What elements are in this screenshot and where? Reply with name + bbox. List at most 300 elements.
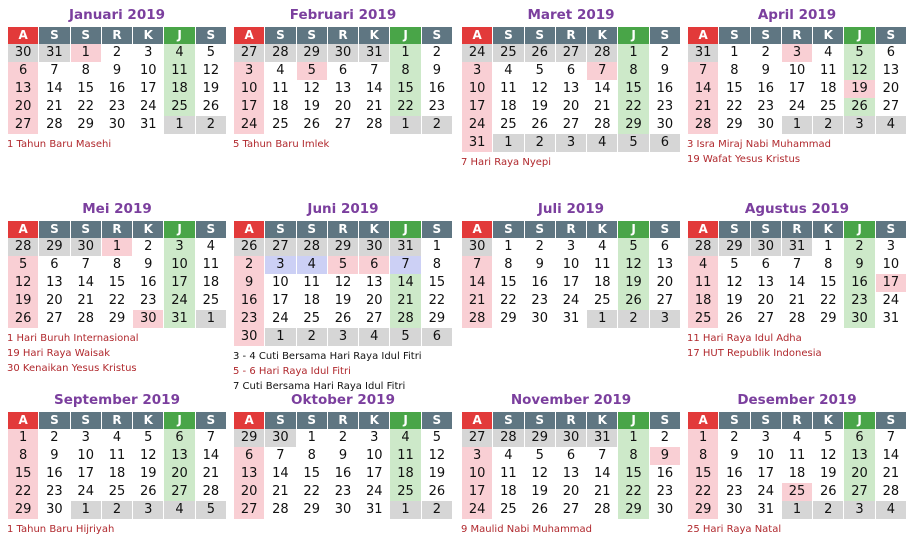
day-cell: 19: [422, 465, 452, 483]
adjacent-month-day-cell: 28: [688, 238, 718, 256]
month-title: Februari 2019: [289, 7, 397, 23]
adjacent-month-day-cell: 3: [844, 116, 874, 134]
month-11: [461, 388, 681, 537]
day-cell: 28: [265, 501, 295, 519]
weekday-header: S: [719, 27, 749, 44]
day-cell: 14: [39, 80, 69, 98]
day-cell: 17: [133, 80, 163, 98]
day-cell: 24: [164, 292, 194, 310]
day-cell: 14: [71, 274, 101, 292]
day-cell: 15: [813, 274, 843, 292]
adjacent-month-day-cell: 4: [876, 501, 906, 519]
adjacent-month-day-cell: 28: [587, 44, 617, 62]
month-grid: [233, 221, 453, 346]
day-cell: 11: [164, 62, 194, 80]
day-cell: 2: [422, 44, 452, 62]
day-cell: 27: [751, 310, 781, 328]
day-cell: 30: [102, 116, 132, 134]
adjacent-month-day-cell: 2: [813, 116, 843, 134]
weekday-header: S: [422, 221, 452, 238]
day-cell: 1: [297, 429, 327, 447]
day-cell: 25: [164, 98, 194, 116]
holiday-notes: [7, 522, 227, 537]
weekday-header: S: [525, 221, 555, 238]
day-cell: 3: [133, 44, 163, 62]
day-cell: 23: [650, 483, 680, 501]
day-cell: 8: [813, 256, 843, 274]
day-cell: 10: [462, 80, 492, 98]
holiday-notes: [687, 331, 907, 361]
day-cell: 16: [650, 80, 680, 98]
day-cell: 8: [618, 62, 648, 80]
adjacent-month-day-cell: 24: [462, 44, 492, 62]
adjacent-month-day-cell: 30: [8, 44, 38, 62]
day-cell: 1: [390, 44, 420, 62]
weekday-header: R: [102, 412, 132, 429]
weekday-header: S: [39, 412, 69, 429]
day-cell: 29: [618, 116, 648, 134]
day-cell: 7: [196, 429, 226, 447]
weekday-header: J: [390, 27, 420, 44]
month-grid: [461, 412, 681, 519]
day-cell: 22: [813, 292, 843, 310]
day-cell: 16: [422, 80, 452, 98]
day-cell: 22: [618, 98, 648, 116]
holiday-note: 19 Wafat Yesus Kristus: [687, 154, 801, 165]
weekday-header: S: [493, 221, 523, 238]
day-cell: 13: [164, 447, 194, 465]
day-cell: 14: [196, 447, 226, 465]
day-cell: 9: [234, 274, 264, 292]
adjacent-month-day-cell: 30: [462, 238, 492, 256]
day-cell: 20: [164, 465, 194, 483]
day-cell: 16: [133, 274, 163, 292]
weekday-header: S: [71, 412, 101, 429]
weekday-header: K: [359, 412, 389, 429]
day-cell: 10: [782, 62, 812, 80]
day-cell: 7: [587, 62, 617, 80]
day-cell: 13: [751, 274, 781, 292]
day-cell: 20: [8, 98, 38, 116]
day-cell: 11: [265, 80, 295, 98]
day-cell: 11: [688, 274, 718, 292]
month-9: [7, 388, 227, 537]
day-cell: 31: [133, 116, 163, 134]
day-cell: 20: [359, 292, 389, 310]
day-cell: 12: [328, 274, 358, 292]
day-cell: 1: [618, 429, 648, 447]
day-cell: 14: [587, 80, 617, 98]
weekday-header: J: [844, 221, 874, 238]
day-cell: 10: [876, 256, 906, 274]
day-cell: 11: [297, 274, 327, 292]
day-cell: 28: [587, 116, 617, 134]
day-cell: 19: [618, 274, 648, 292]
month-title: Januari 2019: [68, 7, 166, 23]
adjacent-month-day-cell: 3: [844, 501, 874, 519]
adjacent-month-day-cell: 31: [390, 238, 420, 256]
holiday-note: 5 Tahun Baru Imlek: [233, 139, 330, 150]
day-cell: 25: [782, 483, 812, 501]
weekday-header: J: [164, 221, 194, 238]
day-cell: 7: [688, 62, 718, 80]
adjacent-month-day-cell: 1: [782, 116, 812, 134]
day-cell: 23: [102, 98, 132, 116]
day-cell: 7: [39, 62, 69, 80]
day-cell: 21: [39, 98, 69, 116]
day-cell: 31: [359, 501, 389, 519]
weekday-header: S: [525, 27, 555, 44]
day-cell: 21: [587, 483, 617, 501]
day-cell: 7: [265, 447, 295, 465]
day-cell: 9: [751, 62, 781, 80]
day-cell: 2: [133, 238, 163, 256]
day-cell: 25: [196, 292, 226, 310]
weekday-header: S: [265, 412, 295, 429]
day-cell: 2: [844, 238, 874, 256]
day-cell: 4: [813, 44, 843, 62]
day-cell: 4: [164, 44, 194, 62]
day-cell: 28: [876, 483, 906, 501]
day-cell: 15: [719, 80, 749, 98]
day-cell: 5: [422, 429, 452, 447]
day-cell: 30: [719, 501, 749, 519]
day-cell: 9: [719, 447, 749, 465]
day-cell: 19: [297, 98, 327, 116]
weekday-header: A: [688, 412, 718, 429]
day-cell: 24: [234, 116, 264, 134]
day-cell: 5: [618, 238, 648, 256]
adjacent-month-day-cell: 26: [234, 238, 264, 256]
day-cell: 12: [844, 62, 874, 80]
month-grid: [7, 27, 227, 134]
adjacent-month-day-cell: 28: [265, 44, 295, 62]
day-cell: 15: [297, 465, 327, 483]
day-cell: 13: [39, 274, 69, 292]
adjacent-month-day-cell: 2: [102, 501, 132, 519]
day-cell: 12: [196, 62, 226, 80]
day-cell: 24: [556, 292, 586, 310]
weekday-header: S: [71, 27, 101, 44]
day-cell: 12: [297, 80, 327, 98]
day-cell: 13: [8, 80, 38, 98]
weekday-header: S: [297, 27, 327, 44]
adjacent-month-day-cell: 1: [390, 116, 420, 134]
day-cell: 5: [297, 62, 327, 80]
weekday-header: J: [390, 412, 420, 429]
day-cell: 22: [422, 292, 452, 310]
day-cell: 2: [650, 429, 680, 447]
day-cell: 20: [328, 98, 358, 116]
day-cell: 21: [359, 98, 389, 116]
day-cell: 18: [265, 98, 295, 116]
day-cell: 16: [719, 465, 749, 483]
day-cell: 10: [234, 80, 264, 98]
holiday-notes: [7, 137, 227, 152]
adjacent-month-day-cell: 25: [493, 44, 523, 62]
day-cell: 19: [8, 292, 38, 310]
day-cell: 22: [297, 483, 327, 501]
day-cell: 14: [587, 465, 617, 483]
weekday-header: S: [196, 221, 226, 238]
day-cell: 5: [719, 256, 749, 274]
day-cell: 27: [556, 116, 586, 134]
weekday-header: S: [751, 221, 781, 238]
adjacent-month-day-cell: 27: [462, 429, 492, 447]
weekday-header: R: [556, 221, 586, 238]
day-cell: 14: [265, 465, 295, 483]
day-cell: 9: [422, 62, 452, 80]
month-6: [233, 197, 453, 394]
adjacent-month-day-cell: 1: [164, 116, 194, 134]
adjacent-month-day-cell: 6: [422, 328, 452, 346]
day-cell: 7: [71, 256, 101, 274]
adjacent-month-day-cell: 4: [876, 116, 906, 134]
weekday-header: R: [782, 27, 812, 44]
day-cell: 18: [297, 292, 327, 310]
day-cell: 18: [688, 292, 718, 310]
day-cell: 15: [618, 80, 648, 98]
weekday-header: S: [493, 412, 523, 429]
day-cell: 23: [650, 98, 680, 116]
weekday-header: K: [133, 412, 163, 429]
weekday-header: J: [844, 412, 874, 429]
day-cell: 6: [234, 447, 264, 465]
day-cell: 13: [650, 256, 680, 274]
weekday-header: R: [328, 412, 358, 429]
adjacent-month-day-cell: 3: [556, 134, 586, 152]
day-cell: 29: [493, 310, 523, 328]
weekday-header: S: [196, 27, 226, 44]
month-grid: [461, 27, 681, 152]
weekday-header: S: [876, 221, 906, 238]
adjacent-month-day-cell: 2: [422, 501, 452, 519]
day-cell: 3: [782, 44, 812, 62]
day-cell: 6: [164, 429, 194, 447]
day-cell: 10: [556, 256, 586, 274]
day-cell: 26: [133, 483, 163, 501]
adjacent-month-day-cell: 30: [751, 238, 781, 256]
adjacent-month-day-cell: 2: [297, 328, 327, 346]
day-cell: 3: [876, 238, 906, 256]
day-cell: 23: [525, 292, 555, 310]
weekday-header: K: [813, 27, 843, 44]
weekday-header: R: [328, 27, 358, 44]
day-cell: 19: [328, 292, 358, 310]
day-cell: 31: [556, 310, 586, 328]
day-cell: 8: [493, 256, 523, 274]
day-cell: 8: [71, 62, 101, 80]
day-cell: 29: [71, 116, 101, 134]
holiday-notes: [461, 155, 681, 170]
day-cell: 14: [390, 274, 420, 292]
day-cell: 3: [164, 238, 194, 256]
day-cell: 3: [359, 429, 389, 447]
adjacent-month-day-cell: 30: [328, 44, 358, 62]
day-cell: 24: [133, 98, 163, 116]
day-cell: 30: [844, 310, 874, 328]
day-cell: 21: [782, 292, 812, 310]
day-cell: 3: [265, 256, 295, 274]
day-cell: 21: [196, 465, 226, 483]
day-cell: 18: [782, 465, 812, 483]
day-cell: 15: [102, 274, 132, 292]
month-title: November 2019: [510, 392, 632, 408]
day-cell: 29: [102, 310, 132, 328]
day-cell: 10: [359, 447, 389, 465]
adjacent-month-day-cell: 28: [493, 429, 523, 447]
day-cell: 25: [688, 310, 718, 328]
day-cell: 15: [618, 465, 648, 483]
weekday-header: S: [650, 221, 680, 238]
day-cell: 3: [751, 429, 781, 447]
day-cell: 4: [782, 429, 812, 447]
weekday-header: R: [102, 27, 132, 44]
month-title: September 2019: [54, 392, 180, 408]
day-cell: 20: [556, 98, 586, 116]
day-cell: 26: [813, 483, 843, 501]
day-cell: 17: [876, 274, 906, 292]
day-cell: 26: [525, 116, 555, 134]
month-title: April 2019: [757, 7, 837, 23]
day-cell: 5: [525, 62, 555, 80]
month-10: [233, 388, 453, 519]
month-5: [7, 197, 227, 376]
adjacent-month-day-cell: 29: [39, 238, 69, 256]
day-cell: 1: [618, 44, 648, 62]
day-cell: 4: [688, 256, 718, 274]
day-cell: 11: [390, 447, 420, 465]
day-cell: 26: [525, 501, 555, 519]
month-grid: [687, 27, 907, 134]
day-cell: 16: [39, 465, 69, 483]
weekday-header: K: [133, 221, 163, 238]
day-cell: 27: [876, 98, 906, 116]
day-cell: 1: [813, 238, 843, 256]
day-cell: 5: [328, 256, 358, 274]
weekday-header: K: [133, 27, 163, 44]
holiday-note: 1 Tahun Baru Hijriyah: [7, 524, 115, 535]
weekday-header: S: [751, 27, 781, 44]
day-cell: 27: [844, 483, 874, 501]
day-cell: 27: [8, 116, 38, 134]
adjacent-month-day-cell: 4: [164, 501, 194, 519]
day-cell: 10: [164, 256, 194, 274]
holiday-note: 5 - 6 Hari Raya Idul Fitri: [233, 366, 351, 377]
day-cell: 8: [688, 447, 718, 465]
day-cell: 7: [462, 256, 492, 274]
day-cell: 11: [102, 447, 132, 465]
day-cell: 20: [39, 292, 69, 310]
day-cell: 26: [719, 310, 749, 328]
day-cell: 30: [328, 501, 358, 519]
adjacent-month-day-cell: 30: [71, 238, 101, 256]
day-cell: 28: [390, 310, 420, 328]
day-cell: 28: [782, 310, 812, 328]
adjacent-month-day-cell: 3: [133, 501, 163, 519]
holiday-note: 3 - 4 Cuti Bersama Hari Raya Idul Fitri: [233, 351, 422, 362]
adjacent-month-day-cell: 29: [297, 44, 327, 62]
weekday-header: A: [462, 27, 492, 44]
month-8: [687, 197, 907, 361]
weekday-header: A: [688, 27, 718, 44]
adjacent-month-day-cell: 2: [618, 310, 648, 328]
day-cell: 29: [813, 310, 843, 328]
month-1: [7, 3, 227, 152]
weekday-header: S: [422, 412, 452, 429]
day-cell: 24: [782, 98, 812, 116]
day-cell: 2: [234, 256, 264, 274]
weekday-header: R: [556, 412, 586, 429]
holiday-note: 11 Hari Raya Idul Adha: [687, 333, 802, 344]
day-cell: 31: [876, 310, 906, 328]
adjacent-month-day-cell: 5: [618, 134, 648, 152]
weekday-header: S: [876, 412, 906, 429]
day-cell: 21: [390, 292, 420, 310]
day-cell: 17: [359, 465, 389, 483]
day-cell: 29: [719, 116, 749, 134]
day-cell: 12: [525, 80, 555, 98]
day-cell: 14: [462, 274, 492, 292]
day-cell: 7: [390, 256, 420, 274]
weekday-header: A: [8, 221, 38, 238]
day-cell: 28: [462, 310, 492, 328]
day-cell: 30: [525, 310, 555, 328]
adjacent-month-day-cell: 3: [650, 310, 680, 328]
day-cell: 29: [618, 501, 648, 519]
day-cell: 1: [102, 238, 132, 256]
adjacent-month-day-cell: 29: [719, 238, 749, 256]
day-cell: 8: [8, 447, 38, 465]
weekday-header: S: [719, 412, 749, 429]
adjacent-month-day-cell: 29: [328, 238, 358, 256]
weekday-header: S: [297, 221, 327, 238]
day-cell: 22: [390, 98, 420, 116]
day-cell: 17: [462, 98, 492, 116]
weekday-header: S: [39, 221, 69, 238]
day-cell: 6: [39, 256, 69, 274]
day-cell: 17: [234, 98, 264, 116]
month-grid: [7, 412, 227, 519]
day-cell: 1: [493, 238, 523, 256]
day-cell: 25: [813, 98, 843, 116]
day-cell: 30: [133, 310, 163, 328]
day-cell: 5: [525, 447, 555, 465]
month-grid: [233, 27, 453, 134]
day-cell: 11: [493, 80, 523, 98]
day-cell: 12: [813, 447, 843, 465]
day-cell: 8: [102, 256, 132, 274]
weekday-header: S: [876, 27, 906, 44]
day-cell: 14: [782, 274, 812, 292]
day-cell: 15: [71, 80, 101, 98]
day-cell: 21: [462, 292, 492, 310]
day-cell: 6: [751, 256, 781, 274]
month-12: [687, 388, 907, 537]
day-cell: 26: [297, 116, 327, 134]
weekday-header: S: [525, 412, 555, 429]
day-cell: 7: [359, 62, 389, 80]
adjacent-month-day-cell: 28: [8, 238, 38, 256]
weekday-header: R: [782, 221, 812, 238]
weekday-header: R: [328, 221, 358, 238]
month-grid: [687, 412, 907, 519]
holiday-note: 17 HUT Republik Indonesia: [687, 348, 822, 359]
weekday-header: S: [719, 221, 749, 238]
day-cell: 4: [196, 238, 226, 256]
day-cell: 17: [782, 80, 812, 98]
day-cell: 26: [328, 310, 358, 328]
